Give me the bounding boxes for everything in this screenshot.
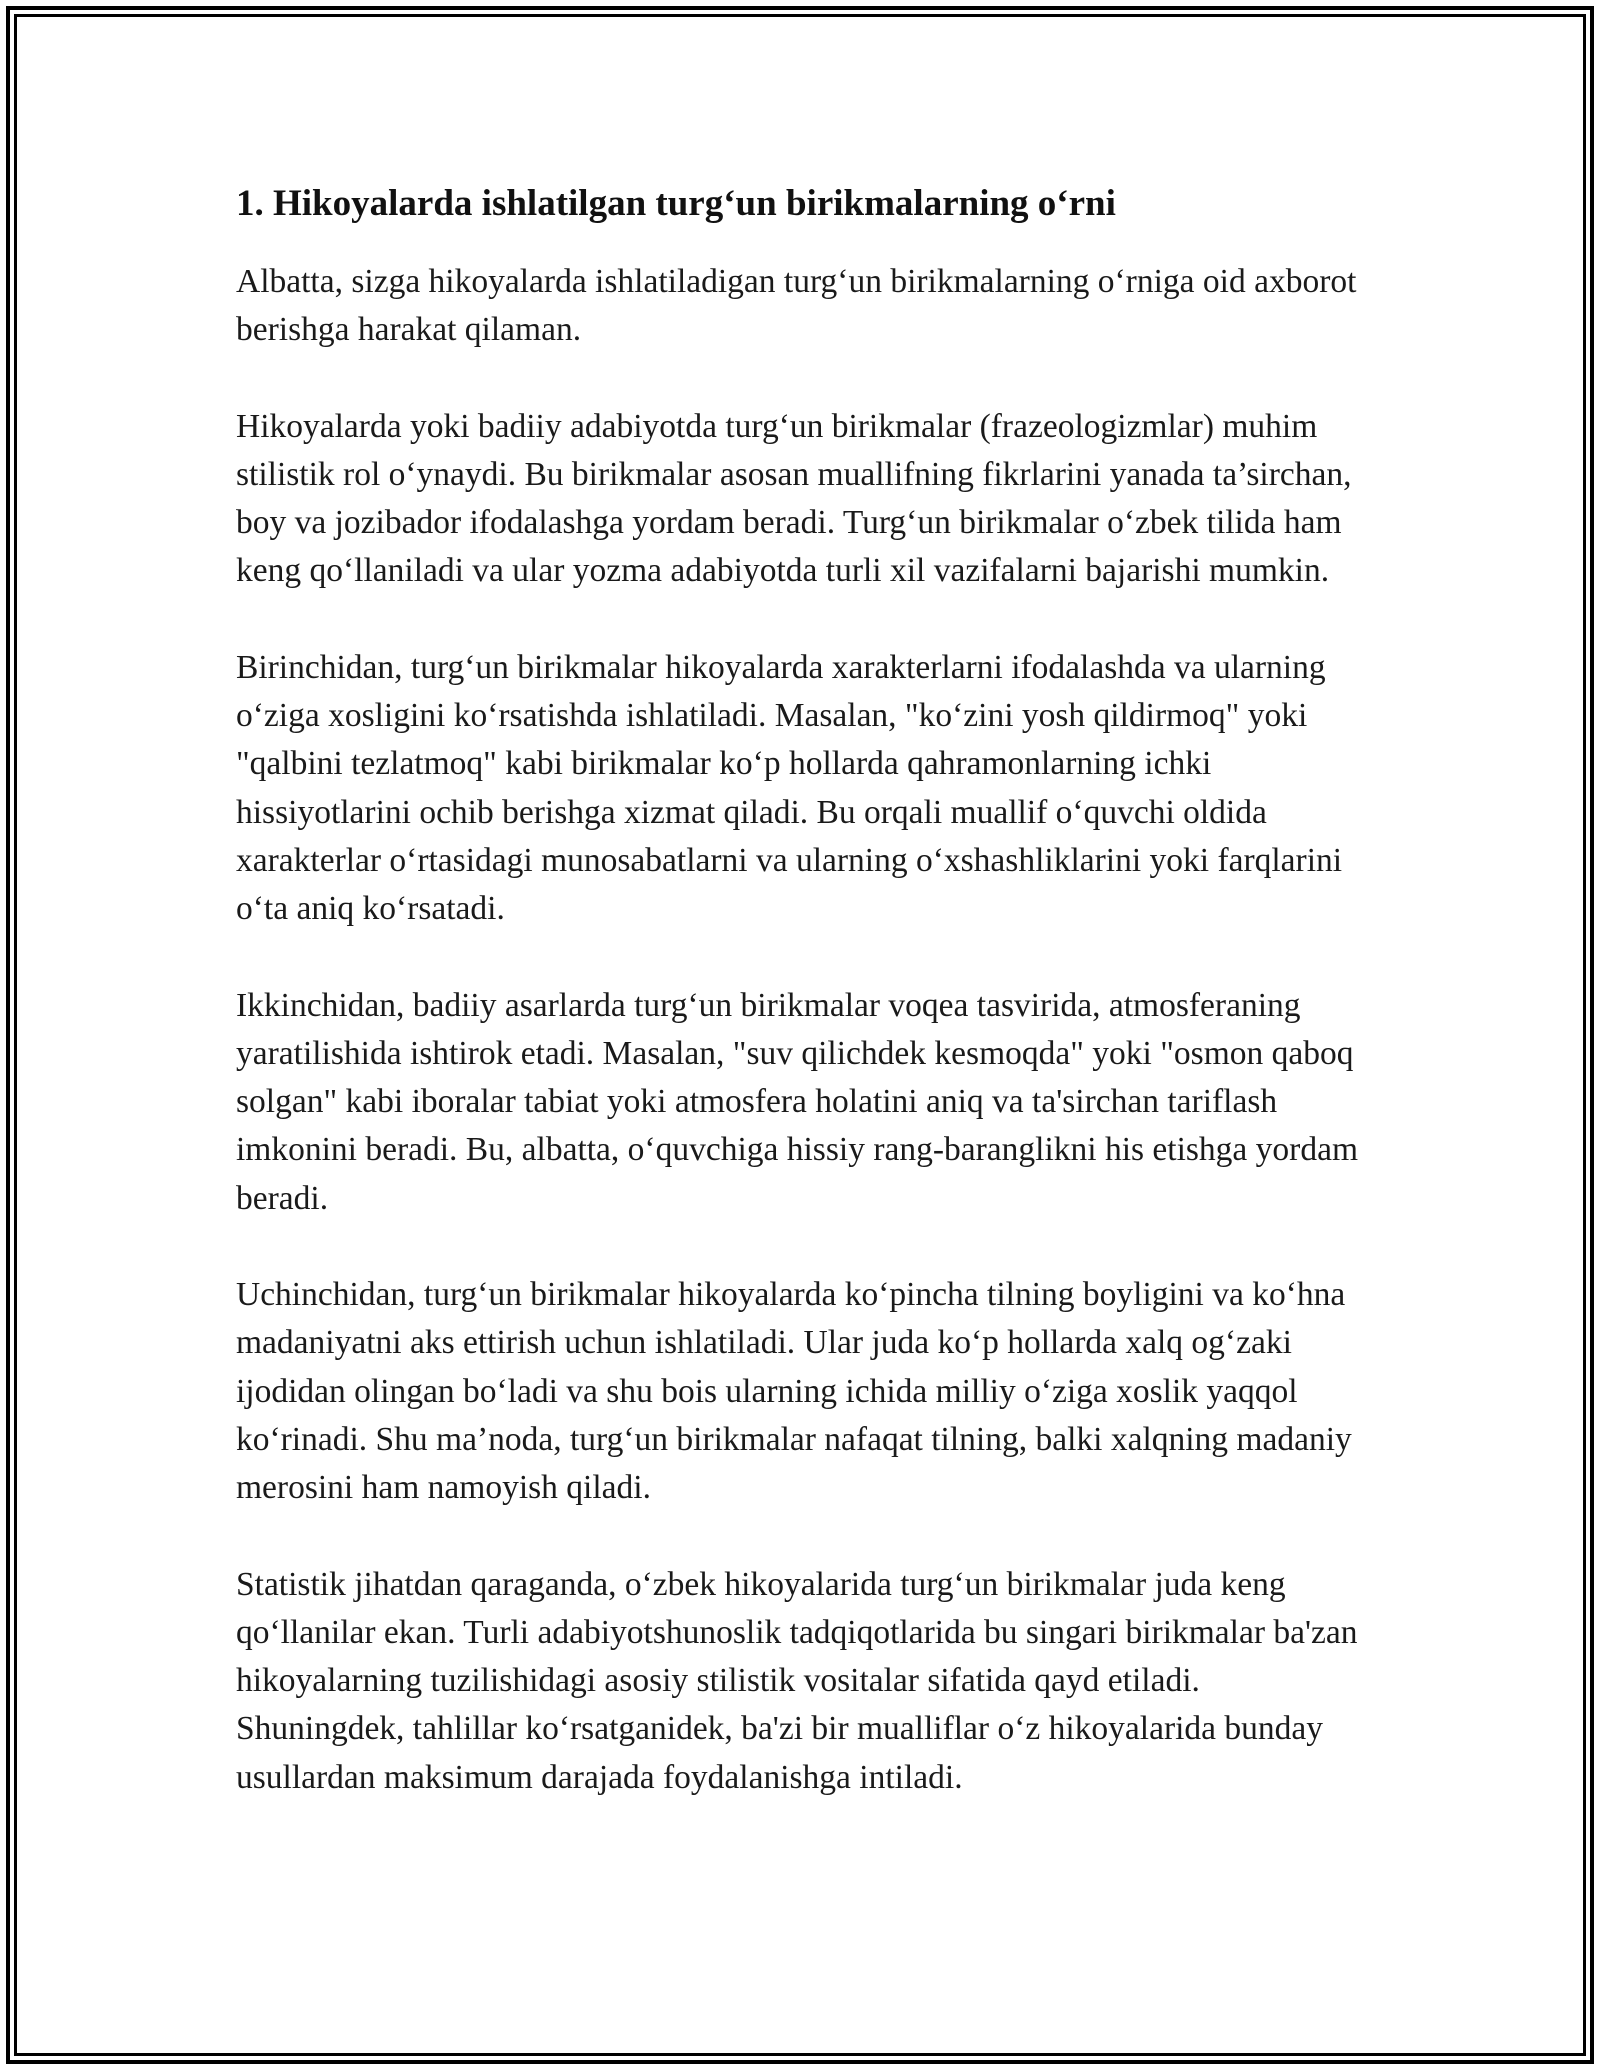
paragraph-second-point: Ikkinchidan, badiiy asarlarda turg‘un birikmalar voqea tasvirida, atmosferaning yaratilishida ishtirok etadi. Masalan, "suv qilichdek kesmoqda" yoki "osmon qaboq solgan" kabi iboralar tabiat yoki atmosfera holatini aniq va ta'sirchan tariflash imkonini beradi. Bu, albatta, o‘quvchiga hissiy rang-baranglikni his etishga yordam beradi. bbox=[236, 986, 1359, 1217]
section-heading: 1. Hikoyalarda ishlatilgan turg‘un birikmalarning o‘rni bbox=[236, 183, 1116, 224]
document-body bbox=[236, 180, 1366, 1802]
paragraph-statistics: Statistik jihatdan qaraganda, o‘zbek hikoyalarida turg‘un birikmalar juda keng qo‘llanilar ekan. Turli adabiyotshunoslik tadqiqotlarida bu singari birikmalar ba'zan hikoyalarning tuzilishidagi asosiy stilistik vositalar sifatida qayd etiladi. Shuningdek, tahlillar ko‘rsatganidek, ba'zi bir mualliflar o‘z hikoyalarida bunday usullardan maksimum darajada foydalanishga intiladi. bbox=[236, 1565, 1358, 1796]
paragraph-first-point: Birinchidan, turg‘un birikmalar hikoyalarda xarakterlarni ifodalashda va ularning o‘ziga xosligini ko‘rsatishda ishlatiladi. Masalan, "ko‘zini yosh qildirmoq" yoki "qalbini tezlatmoq" kabi birikmalar ko‘p hollarda qahramonlarning ichki hissiyotlarini ochib berishga xizmat qiladi. Bu orqali muallif o‘quvchi oldida xarakterlar o‘rtasidagi munosabatlarni va ularning o‘xshashliklarini yoki farqlarini o‘ta aniq ko‘rsatadi. bbox=[236, 648, 1343, 928]
paragraph-overview: Hikoyalarda yoki badiiy adabiyotda turg‘un birikmalar (frazeologizmlar) muhim stilistik rol o‘ynaydi. Bu birikmalar asosan muallifning fikrlarini yanada ta’sirchan, boy va jozibador ifodalashga yordam beradi. Turg‘un birikmalar o‘zbek tilida ham keng qo‘llaniladi va ular yozma adabiyotda turli xil vazifalarni bajarishi mumkin. bbox=[236, 407, 1352, 590]
paragraph-intro: Albatta, sizga hikoyalarda ishlatiladigan turg‘un birikmalarning o‘rniga oid axborot berishga harakat qilaman. bbox=[236, 263, 1357, 349]
paragraph-third-point: Uchinchidan, turg‘un birikmalar hikoyalarda ko‘pincha tilning boyligini va ko‘hna madaniyatni aks ettirish uchun ishlatiladi. Ular juda ko‘p hollarda xalq og‘zaki ijodidan olingan bo‘ladi va shu bois ularning ichida milliy o‘ziga xoslik yaqqol ko‘rinadi. Shu ma’noda, turg‘un birikmalar nafaqat tilning, balki xalqning madaniy merosini ham namoyish qiladi. bbox=[236, 1276, 1352, 1507]
